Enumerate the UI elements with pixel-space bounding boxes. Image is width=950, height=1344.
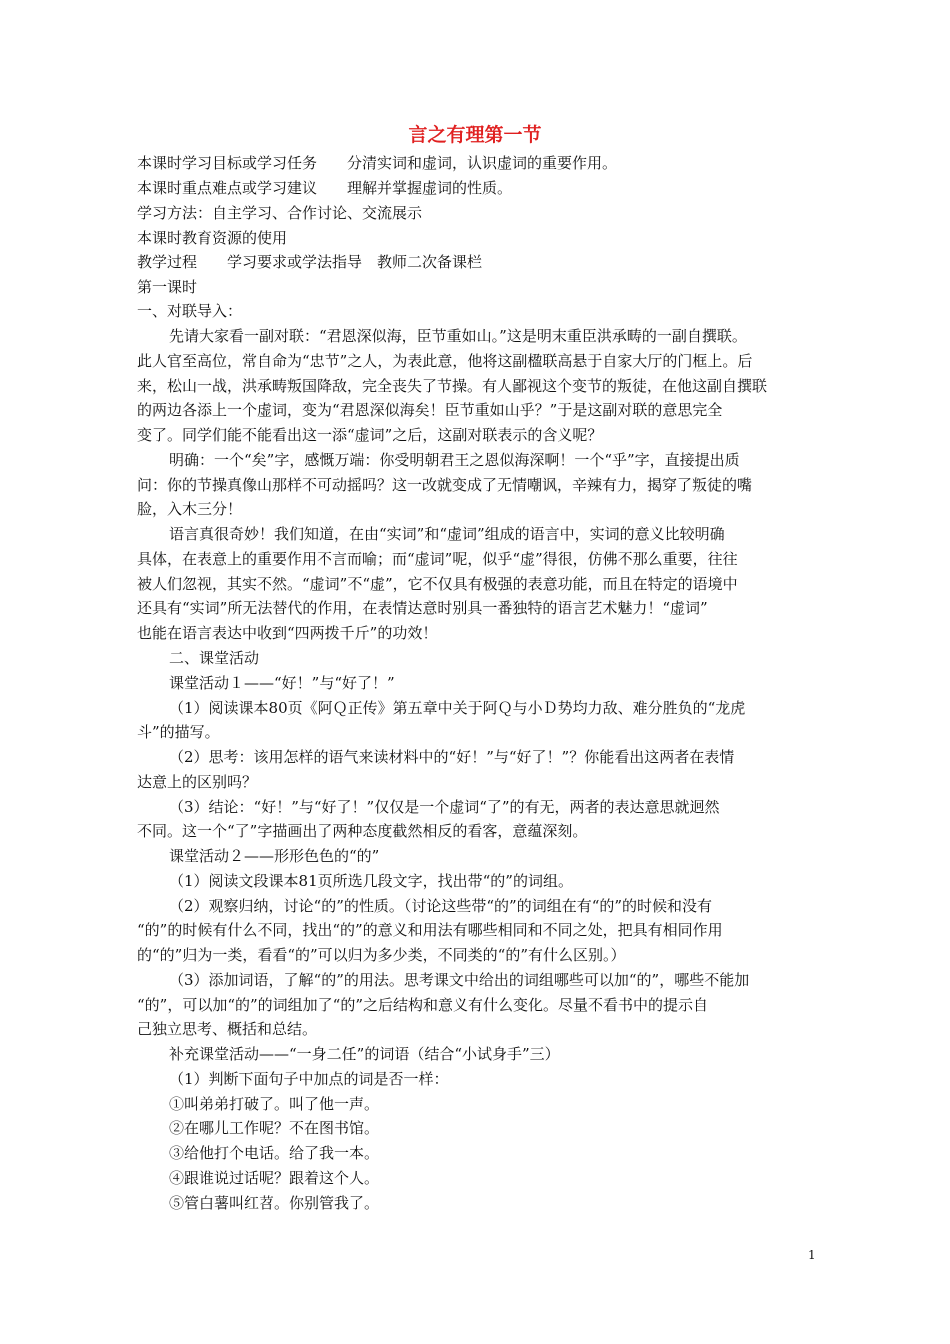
text-line: 一、对联导入： xyxy=(137,302,243,320)
text-line: 斗”的描写。 xyxy=(137,723,220,741)
text-line: （1）阅读文段课本81页所选几段文字，找出带“的”的词组。 xyxy=(169,872,573,890)
text-line: （2）思考：该用怎样的语气来读材料中的“好！”与“好了！”？你能看出这两者在表情 xyxy=(169,748,735,766)
section-heading: 二、课堂活动 xyxy=(169,649,260,667)
text-line: （1）判断下面句子中加点的词是否一样： xyxy=(169,1070,449,1088)
text-line: 问：你的节操真像山那样不可动摇吗？这一改就变成了无情嘲讽，辛辣有力，揭穿了叛徒的嘴 xyxy=(137,476,753,494)
text-line: 变了。同学们能不能看出这一添“虚词”之后，这副对联表示的含义呢？ xyxy=(137,426,603,444)
text-line: 教学过程 学习要求或学法指导 教师二次备课栏 xyxy=(137,253,483,271)
text-line: 课堂活动１——“好！”与“好了！” xyxy=(169,674,395,692)
text-line: “的”，可以加“的”的词组加了“的”之后结构和意义有什么变化。尽量不看书中的提示自 xyxy=(137,996,709,1014)
text-line: 也能在语言表达中收到“四两拨千斤”的功效！ xyxy=(137,624,438,642)
page-title: 言之有理第一节 xyxy=(408,124,542,146)
text-line: 本课时学习目标或学习任务 分清实词和虚词，认识虚词的重要作用。 xyxy=(137,154,618,172)
text-line: 补充课堂活动——“一身二任”的词语（结合“小试身手”三） xyxy=(169,1045,560,1063)
list-item: ⑤管白薯叫红苕。你别管我了。 xyxy=(169,1194,380,1212)
text-line: 被人们忽视，其实不然。“虚词”不“虚”，它不仅具有极强的表意功能，而且在特定的语境中 xyxy=(137,575,738,593)
text-line: 达意上的区别吗？ xyxy=(137,773,258,791)
text-line: 具体，在表意上的重要作用不言而喻；而“虚词”呢，似乎“虚”得很，仿佛不那么重要，往往 xyxy=(137,550,738,568)
list-item: ①叫弟弟打破了。叫了他一声。 xyxy=(169,1095,380,1113)
text-line: 语言真很奇妙！我们知道，在由“实词”和“虚词”组成的语言中，实词的意义比较明确 xyxy=(169,525,725,543)
text-line: 不同。这一个“了”字描画出了两种态度截然相反的看客，意蕴深刻。 xyxy=(137,822,588,840)
text-line: 课堂活动２——形形色色的“的” xyxy=(169,847,380,865)
text-line: （2）观察归纳，讨论“的”的性质。（讨论这些带“的”的词组在有“的”的时候和没有 xyxy=(169,897,713,915)
text-line: 己独立思考、概括和总结。 xyxy=(137,1020,318,1038)
text-line: 本课时重点难点或学习建议 理解并掌握虚词的性质。 xyxy=(137,179,513,197)
text-line: 的“的”归为一类，看看“的”可以归为多少类，不同类的“的”有什么区别。） xyxy=(137,946,626,964)
text-line: 还具有“实词”所无法替代的作用，在表情达意时别具一番独特的语言艺术魅力！“虚词” xyxy=(137,599,708,617)
text-line: 先请大家看一副对联：“君恩深似海，臣节重如山。”这是明末重臣洪承畴的一副自撰联。 xyxy=(169,327,747,345)
text-line: “的”的时候有什么不同，找出“的”的意义和用法有哪些相同和不同之处，把具有相同作用 xyxy=(137,921,723,939)
page-number: 1 xyxy=(808,1248,816,1262)
list-item: ②在哪儿工作呢？不在图书馆。 xyxy=(169,1119,380,1137)
text-line: （3）结论：“好！”与“好了！”仅仅是一个虚词“了”的有无，两者的表达意思就迥然 xyxy=(169,798,720,816)
text-line: （1）阅读课本80页《阿Ｑ正传》第五章中关于阿Ｑ与小Ｄ势均力敌、难分胜负的“龙虎 xyxy=(169,699,746,717)
text-line: 本课时教育资源的使用 xyxy=(137,229,288,247)
list-item: ③给他打个电话。给了我一本。 xyxy=(169,1144,380,1162)
list-item: ④跟谁说过话呢？跟着这个人。 xyxy=(169,1169,380,1187)
text-line: 此人官至高位，常自命为“忠节”之人，为表此意，他将这副楹联高悬于自家大厅的门框上。后 xyxy=(137,352,753,370)
text-line: 来，松山一战，洪承畴叛国降敌，完全丧失了节操。有人鄙视这个变节的叛徒，在他这副自撰联 xyxy=(137,377,768,395)
text-line: 学习方法：自主学习、合作讨论、交流展示 xyxy=(137,204,423,222)
text-line: 明确：一个“矣”字，感慨万端：你受明朝君王之恩似海深啊！一个“乎”字，直接提出质 xyxy=(169,451,740,469)
text-line: （3）添加词语，了解“的”的用法。思考课文中给出的词组哪些可以加“的”，哪些不能加 xyxy=(169,971,750,989)
text-line: 的两边各添上一个虚词，变为“君恩深似海矣！臣节重如山乎？”于是这副对联的意思完全 xyxy=(137,401,723,419)
text-line: 第一课时 xyxy=(137,278,198,296)
text-line: 脸，入木三分！ xyxy=(137,500,243,518)
